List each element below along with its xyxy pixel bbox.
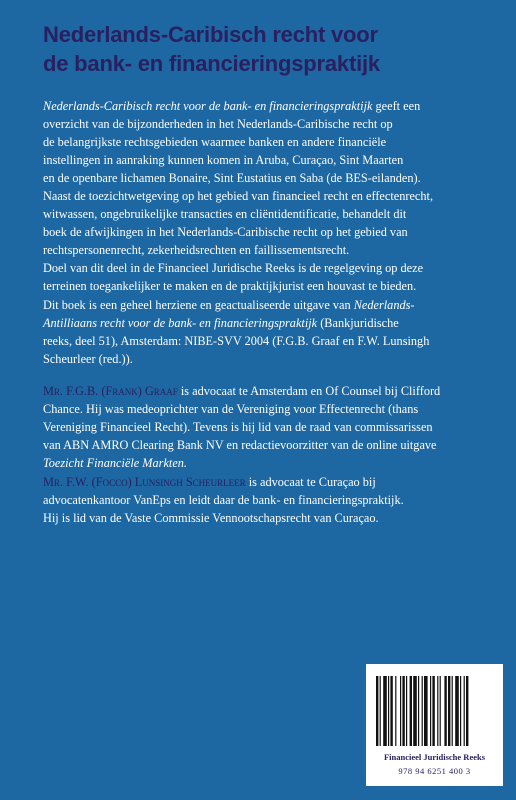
description-line: Naast de toezichtwetgeving op het gebied van financieel recht en effectenrecht,: [43, 189, 434, 203]
barcode-stripe: [388, 676, 389, 746]
barcode-stripe: [400, 676, 401, 746]
description-paragraph: [43, 97, 493, 295]
barcode-stripe: [448, 676, 450, 746]
edition-line: Scheurleer (red.)).: [43, 352, 133, 366]
title-line-2: de bank- en financieringspraktijk: [43, 51, 380, 76]
series-name: Financieel Juridische Reeks: [383, 752, 486, 762]
barcode-stripe: [452, 676, 453, 746]
book-title-italic: Nederlands-Caribisch recht voor de bank- en financieringspraktijk: [43, 99, 373, 113]
author-name: Mr. F.W. (Focco) Lunsingh Scheurleer: [43, 475, 246, 489]
author-bio-line: Vereniging Financieel Recht). Tevens is hij lid van de raad van commissarissen: [43, 420, 433, 434]
barcode-stripe: [402, 676, 404, 746]
barcode-stripe: [413, 676, 417, 746]
barcode-panel: [366, 664, 503, 786]
author-bio-line: advocatenkantoor VanEps en leidt daar de bank- en financieringspraktijk.: [43, 493, 404, 507]
author-bio-line: Mr. F.G.B. (Frank) Graaf is advocaat te Amsterdam en Of Counsel bij Clifford: [43, 384, 441, 398]
barcode-stripe: [390, 676, 392, 746]
description-line: overzicht van de bijzonderheden in het Nederlands-Caribische recht op: [43, 117, 393, 131]
barcode-stripe: [466, 676, 468, 746]
author-bio-lunsingh-scheurleer: [43, 473, 493, 527]
barcode-icon: [376, 676, 493, 746]
description-line: Nederlands-Caribisch recht voor de bank- en financieringspraktijk geeft een: [43, 99, 421, 113]
barcode-stripe: [440, 676, 441, 746]
barcode-stripe: [380, 676, 381, 746]
barcode-stripe: [395, 676, 396, 746]
description-line: Doel van dit deel in de Financieel Juridische Reeks is de regelgeving op deze: [43, 261, 424, 275]
author-bio-line: Mr. F.W. (Focco) Lunsingh Scheurleer is advocaat te Curaçao bij: [43, 475, 376, 489]
author-bio-line: Hij is lid van de Vaste Commissie Vennootschapsrecht van Curaçao.: [43, 511, 379, 525]
author-bio-graaf: [43, 382, 493, 472]
edition-line: reeks, deel 51), Amsterdam: NIBE-SVV 2004 (F.G.B. Graaf en F.W. Lunsingh: [43, 334, 430, 348]
description-line: rechtspersonenrecht, zekerheidsrechten en faillissementsrecht.: [43, 243, 350, 257]
description-line: de belangrijkste rechtsgebieden waarmee banken en andere financiële: [43, 135, 387, 149]
description-line: witwassen, ongebruikelijke transacties en cliëntidentificatie, behandelt dit: [43, 207, 407, 221]
barcode-stripe: [430, 676, 431, 746]
book-title: [43, 20, 483, 78]
barcode-stripe: [444, 676, 446, 746]
description-line: boek de afwijkingen in het Nederlands-Caribische recht op het gebied van: [43, 225, 408, 239]
barcode-stripe: [418, 676, 419, 746]
title-line-1: Nederlands-Caribisch recht voor: [43, 22, 378, 47]
barcode-stripe: [464, 676, 465, 746]
isbn-number: 978 94 6251 400 3: [398, 766, 471, 776]
barcode-stripe: [460, 676, 461, 746]
edition-line: Antilliaans recht voor de bank- en financieringspraktijk (Bankjuridische: [43, 316, 399, 330]
barcode-stripe: [455, 676, 459, 746]
barcode-stripe: [437, 676, 438, 746]
barcode-stripe: [424, 676, 428, 746]
edition-paragraph: [43, 296, 493, 368]
description-line: terreinen toegankelijker te maken en de praktijkjurist een houvast te bieden.: [43, 279, 417, 293]
barcode-stripe: [376, 676, 378, 746]
edition-line: Dit boek is een geheel herziene en geactualiseerde uitgave van Nederlands-: [43, 298, 415, 312]
author-bio-line: Toezicht Financiële Markten.: [43, 456, 188, 470]
author-name: Mr. F.G.B. (Frank) Graaf: [43, 384, 178, 398]
barcode-stripe: [383, 676, 387, 746]
barcode-stripe: [410, 676, 412, 746]
barcode-stripe: [422, 676, 423, 746]
author-bio-line: van ABN AMRO Clearing Bank NV en redactievoorzitter van de online uitgave: [43, 438, 437, 452]
barcode-stripe: [406, 676, 407, 746]
barcode-stripe: [432, 676, 434, 746]
description-line: en de openbare lichamen Bonaire, Sint Eustatius en Saba (de BES-eilanden).: [43, 171, 421, 185]
description-line: instellingen in aanraking kunnen komen in Aruba, Curaçao, Sint Maarten: [43, 153, 404, 167]
author-bio-line: Chance. Hij was medeoprichter van de Vereniging voor Effectenrecht (thans: [43, 402, 419, 416]
